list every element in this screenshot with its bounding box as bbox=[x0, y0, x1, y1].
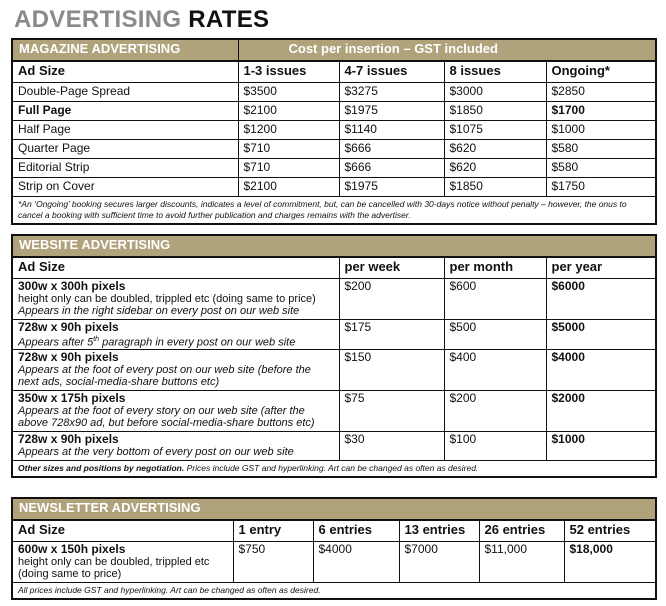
price-cell: $600 bbox=[444, 279, 546, 320]
note-superscript: th bbox=[93, 336, 100, 343]
table-row bbox=[12, 279, 656, 320]
magazine-section-subtitle: Cost per insertion – GST included bbox=[238, 39, 656, 61]
table-row bbox=[12, 102, 656, 121]
ad-size-label: 728w x 90h pixels bbox=[18, 431, 119, 446]
price-cell: $1975 bbox=[339, 178, 444, 197]
newsletter-footnote: All prices include GST and hyperlinking. Art can be changed as often as desired. bbox=[18, 585, 321, 595]
price-cell: $666 bbox=[339, 140, 444, 159]
ad-size-label: 300w x 300h pixels bbox=[18, 279, 126, 293]
newsletter-rates-table bbox=[11, 497, 657, 600]
magazine-section-label: MAGAZINE ADVERTISING bbox=[12, 39, 238, 61]
table-row bbox=[12, 178, 656, 197]
magazine-rates-table bbox=[11, 38, 657, 225]
magazine-section-header bbox=[12, 39, 656, 61]
newsletter-section-label: NEWSLETTER ADVERTISING bbox=[12, 498, 656, 520]
price-cell: $620 bbox=[444, 159, 546, 178]
website-footnote: Prices include GST and hyperlinking. Art can be changed as often as desired. bbox=[184, 462, 479, 473]
newsletter-column-headers bbox=[12, 520, 656, 542]
column-header: Ad Size bbox=[12, 257, 339, 279]
price-cell: $2850 bbox=[546, 83, 656, 102]
price-cell: $1850 bbox=[444, 178, 546, 197]
column-header: Ad Size bbox=[12, 520, 233, 542]
column-header: per year bbox=[546, 257, 656, 279]
price-cell: $2000 bbox=[546, 390, 656, 431]
table-row bbox=[12, 542, 656, 583]
title-part2: RATES bbox=[188, 6, 270, 33]
price-cell: $1140 bbox=[339, 121, 444, 140]
column-header: 8 issues bbox=[444, 61, 546, 83]
column-header: Ongoing* bbox=[546, 61, 656, 83]
website-footnote-row bbox=[12, 460, 656, 477]
table-row bbox=[12, 159, 656, 178]
note-text: Appears after 5 bbox=[18, 336, 94, 349]
price-cell: $6000 bbox=[546, 279, 656, 320]
ad-size-cell: Editorial Strip bbox=[12, 159, 238, 178]
price-cell: $3500 bbox=[238, 83, 339, 102]
column-header: 13 entries bbox=[399, 520, 479, 542]
table-row bbox=[12, 349, 656, 390]
price-cell: $1000 bbox=[546, 431, 656, 460]
website-section-label: WEBSITE ADVERTISING bbox=[12, 235, 656, 257]
price-cell: $18,000 bbox=[564, 542, 656, 583]
ad-size-label: 600w x 150h pixels bbox=[18, 542, 126, 556]
price-cell: $500 bbox=[444, 320, 546, 350]
price-cell: $710 bbox=[238, 159, 339, 178]
ad-size-cell: Strip on Cover bbox=[12, 178, 238, 197]
table-row bbox=[12, 83, 656, 102]
price-cell: $580 bbox=[546, 140, 656, 159]
price-cell: $175 bbox=[339, 320, 444, 350]
price-cell: $30 bbox=[339, 431, 444, 460]
column-header: 6 entries bbox=[313, 520, 399, 542]
price-cell: $710 bbox=[238, 140, 339, 159]
website-rates-table bbox=[11, 234, 657, 478]
table-row bbox=[12, 140, 656, 159]
website-column-headers bbox=[12, 257, 656, 279]
ad-placement-note bbox=[18, 334, 334, 349]
ad-size-cell: Half Page bbox=[12, 121, 238, 140]
table-row bbox=[12, 431, 656, 460]
price-cell: $3000 bbox=[444, 83, 546, 102]
price-cell: $620 bbox=[444, 140, 546, 159]
price-cell: $200 bbox=[339, 279, 444, 320]
ad-size-description: height only can be doubled, trippled etc (doing same to price) bbox=[18, 556, 210, 580]
note-text: paragraph in every post on our web site bbox=[99, 336, 296, 349]
price-cell: $1000 bbox=[546, 121, 656, 140]
table-row bbox=[12, 320, 656, 350]
column-header: 26 entries bbox=[479, 520, 564, 542]
ad-size-description: height only can be doubled, trippled etc (doing same to price) bbox=[18, 293, 316, 305]
website-footnote-bold: Other sizes and positions by negotiation. bbox=[18, 462, 185, 473]
price-cell: $4000 bbox=[546, 349, 656, 390]
price-cell: $1200 bbox=[238, 121, 339, 140]
price-cell: $1750 bbox=[546, 178, 656, 197]
ad-placement-note: Appears at the foot of every post on our web site (before the next ads, social-media-share buttons etc) bbox=[18, 363, 311, 388]
ad-size-label: 728w x 90h pixels bbox=[18, 349, 119, 364]
column-header: 1-3 issues bbox=[238, 61, 339, 83]
price-cell: $75 bbox=[339, 390, 444, 431]
title-part1: ADVERTISING bbox=[14, 6, 182, 33]
magazine-footnote-row bbox=[12, 197, 656, 225]
price-cell: $11,000 bbox=[479, 542, 564, 583]
price-cell: $200 bbox=[444, 390, 546, 431]
magazine-column-headers bbox=[12, 61, 656, 83]
ad-size-cell: Double-Page Spread bbox=[12, 83, 238, 102]
price-cell: $1850 bbox=[444, 102, 546, 121]
ad-size-cell: Full Page bbox=[12, 102, 238, 121]
column-header: per month bbox=[444, 257, 546, 279]
price-cell: $1700 bbox=[546, 102, 656, 121]
column-header: 4-7 issues bbox=[339, 61, 444, 83]
price-cell: $2100 bbox=[238, 102, 339, 121]
price-cell: $3275 bbox=[339, 83, 444, 102]
ad-placement-note: Appears in the right sidebar on every post on our web site bbox=[18, 305, 300, 317]
column-header: Ad Size bbox=[12, 61, 238, 83]
price-cell: $1975 bbox=[339, 102, 444, 121]
price-cell: $666 bbox=[339, 159, 444, 178]
price-cell: $1075 bbox=[444, 121, 546, 140]
newsletter-footnote-row bbox=[12, 583, 656, 600]
column-header: 52 entries bbox=[564, 520, 656, 542]
ad-size-cell: Quarter Page bbox=[12, 140, 238, 159]
price-cell: $100 bbox=[444, 431, 546, 460]
price-cell: $400 bbox=[444, 349, 546, 390]
newsletter-section-header bbox=[12, 498, 656, 520]
price-cell: $580 bbox=[546, 159, 656, 178]
column-header: 1 entry bbox=[233, 520, 313, 542]
ad-size-label: 350w x 175h pixels bbox=[18, 390, 126, 405]
ad-placement-note: Appears at the foot of every story on our web site (after the above 728x90 ad, but before social-media-share buttons etc) bbox=[18, 404, 315, 429]
ad-placement-note: Appears at the very bottom of every post on our web site bbox=[18, 445, 294, 458]
price-cell: $750 bbox=[233, 542, 313, 583]
magazine-footnote: *An ‘Ongoing’ booking secures larger discounts, indicates a level of commitment, but, can be cancelled with 30-days notice without penalty – however, the onus to cancel a booking with sufficient time to avoid further publication and charges remains with the advertiser. bbox=[18, 199, 627, 220]
price-cell: $2100 bbox=[238, 178, 339, 197]
price-cell: $5000 bbox=[546, 320, 656, 350]
table-row bbox=[12, 121, 656, 140]
price-cell: $7000 bbox=[399, 542, 479, 583]
website-section-header bbox=[12, 235, 656, 257]
table-row bbox=[12, 390, 656, 431]
price-cell: $150 bbox=[339, 349, 444, 390]
page-title bbox=[14, 6, 269, 34]
price-cell: $4000 bbox=[313, 542, 399, 583]
column-header: per week bbox=[339, 257, 444, 279]
ad-size-label: 728w x 90h pixels bbox=[18, 320, 119, 334]
